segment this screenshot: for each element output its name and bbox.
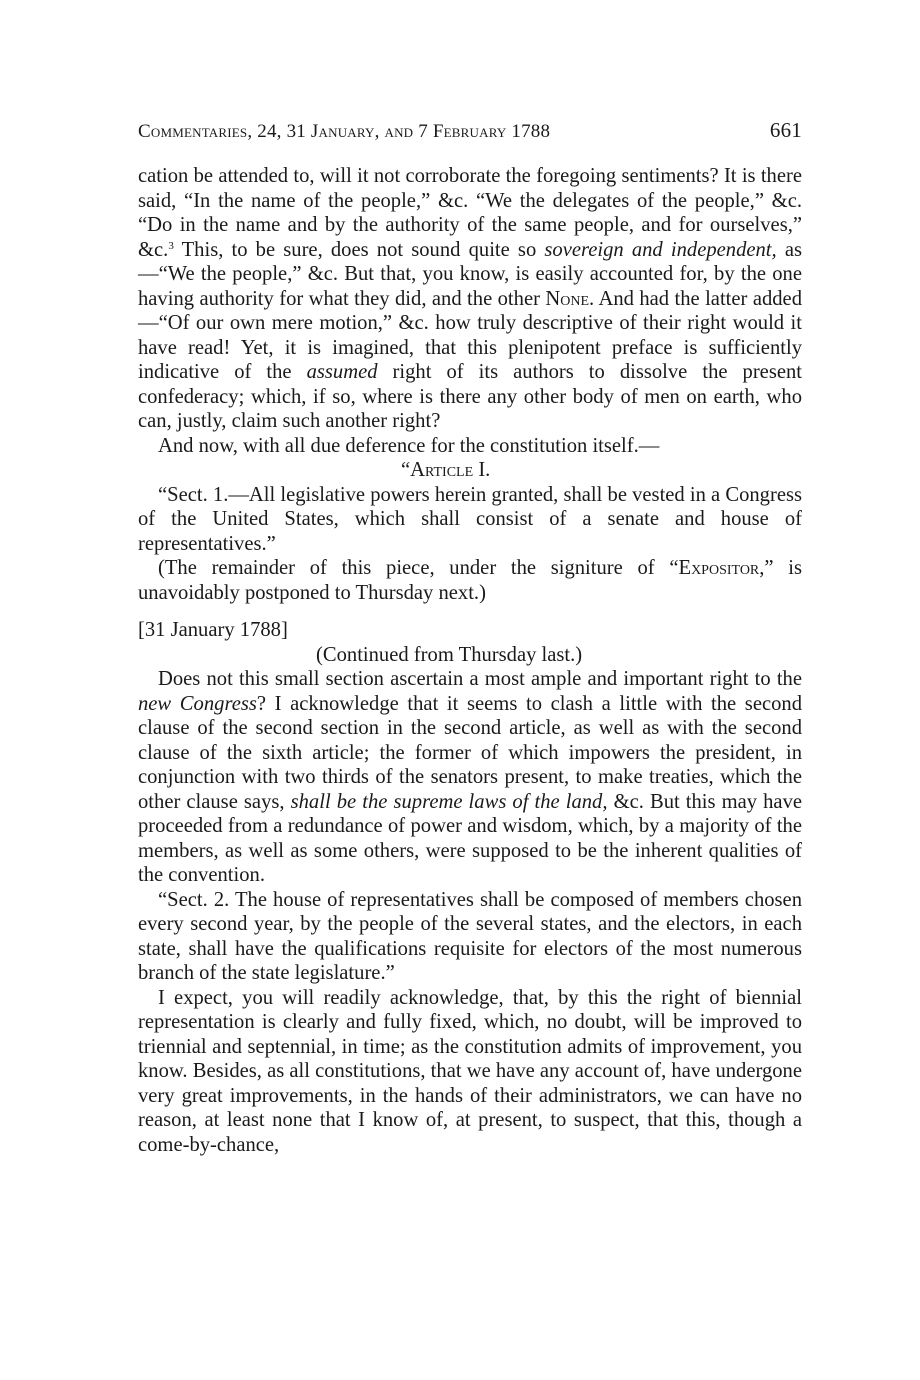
paragraph-1-text-c: as—“We the people,” &c. But that, you know, is easily accounted for, by the one having authority for what they did, and the other — [138, 238, 802, 310]
paragraph-1 — [138, 164, 802, 434]
paragraph-3: “Sect. 1.—All legislative powers herein granted, shall be vested in a Congress of the United States, which shall consist of a senate and house of representatives.” — [138, 483, 802, 555]
paragraph-5-text-c: &c. But this may have proceeded from a redundance of power and wisdom, which, by a majority of the members, as well as some others, were supposed to be the inherent qualities of the convention. — [138, 790, 803, 886]
paragraph-1-smallcaps: None — [545, 287, 590, 310]
paragraph-5-italic-2: shall be the supreme laws of the land, — [290, 790, 608, 813]
paragraph-4-text-b: ,” is unavoidably postponed to Thursday next.) — [138, 557, 802, 604]
running-title: Commentaries, 24, 31 January, and 7 February 1788 — [138, 121, 551, 142]
paragraph-5-italic-1: new Congress — [138, 692, 257, 715]
paragraph-1-text-b: This, to be sure, does not sound quite so — [173, 238, 545, 261]
paragraph-2: And now, with all due deference for the constitution itself.— — [158, 434, 660, 457]
paragraph-4 — [138, 556, 802, 605]
article-heading-quote: “ — [401, 459, 411, 481]
article-heading — [138, 458, 802, 483]
continued-note: (Continued from Thursday last.) — [316, 643, 583, 666]
dateline: [31 January 1788] — [138, 619, 288, 641]
paragraph-4-smallcaps: Expositor — [678, 557, 760, 579]
paragraph-5-text-b: ? I acknowledge that it seems to clash a little with the second clause of the second section in the second article, as well as with the second clause of the sixth article; the former of which impowers the president, in conjunction with two thirds of the senators present, to make treaties, which the other clause says, — [138, 692, 802, 813]
paragraph-1-text-e: right of its authors to dissolve the present confederacy; which, if so, where is there any other body of men on earth, who can, justly, claim such another right? — [138, 361, 802, 432]
paragraph-5 — [138, 667, 802, 888]
paragraph-6: “Sect. 2. The house of representatives shall be composed of members chosen every second year, by the people of the several states, and the electors, in each state, shall have the qualifications requisite for electors of the most numerous branch of the state legislature.” — [138, 888, 802, 984]
paragraph-4-text-a: (The remainder of this piece, under the signiture of “ — [158, 557, 679, 579]
paragraph-1-text-d: . And had the latter added—“Of our own mere motion,” &c. how truly descriptive of their right would it have read! Yet, it is imagined, that this plenipotent preface is sufficiently indicative of the — [138, 287, 802, 383]
article-heading-label: Article I. — [410, 459, 491, 481]
page-number: 661 — [769, 118, 802, 142]
footnote-ref-3: 3 — [168, 239, 174, 252]
paragraph-1-italic-2: assumed — [306, 361, 378, 383]
running-head — [138, 118, 802, 148]
paragraph-1-text-a: cation be attended to, will it not corroborate the foregoing sentiments? It is there said, “In the name of the people,” &c. “We the delegates of the people,” &c. “Do in the name and by the authority of the same people, and for ourselves,” &c. — [138, 165, 802, 261]
paragraph-1-italic-1: sovereign and independent, — [544, 238, 777, 261]
document-page — [138, 118, 802, 1157]
body-text — [138, 164, 802, 1157]
paragraph-5-text-a: Does not this small section ascertain a most ample and important right to the — [158, 668, 802, 690]
paragraph-7: I expect, you will readily acknowledge, that, by this the right of biennial representation is clearly and fully fixed, which, no doubt, will be improved to triennial and septennial, in time; as the constitution admits of improvement, you know. Besides, as all constitutions, that we have any account of, have undergone very great improvements, in the hands of their administrators, we can have no reason, at least none that I know of, at present, to suspect, that this, though a come-by-chance, — [138, 986, 802, 1156]
